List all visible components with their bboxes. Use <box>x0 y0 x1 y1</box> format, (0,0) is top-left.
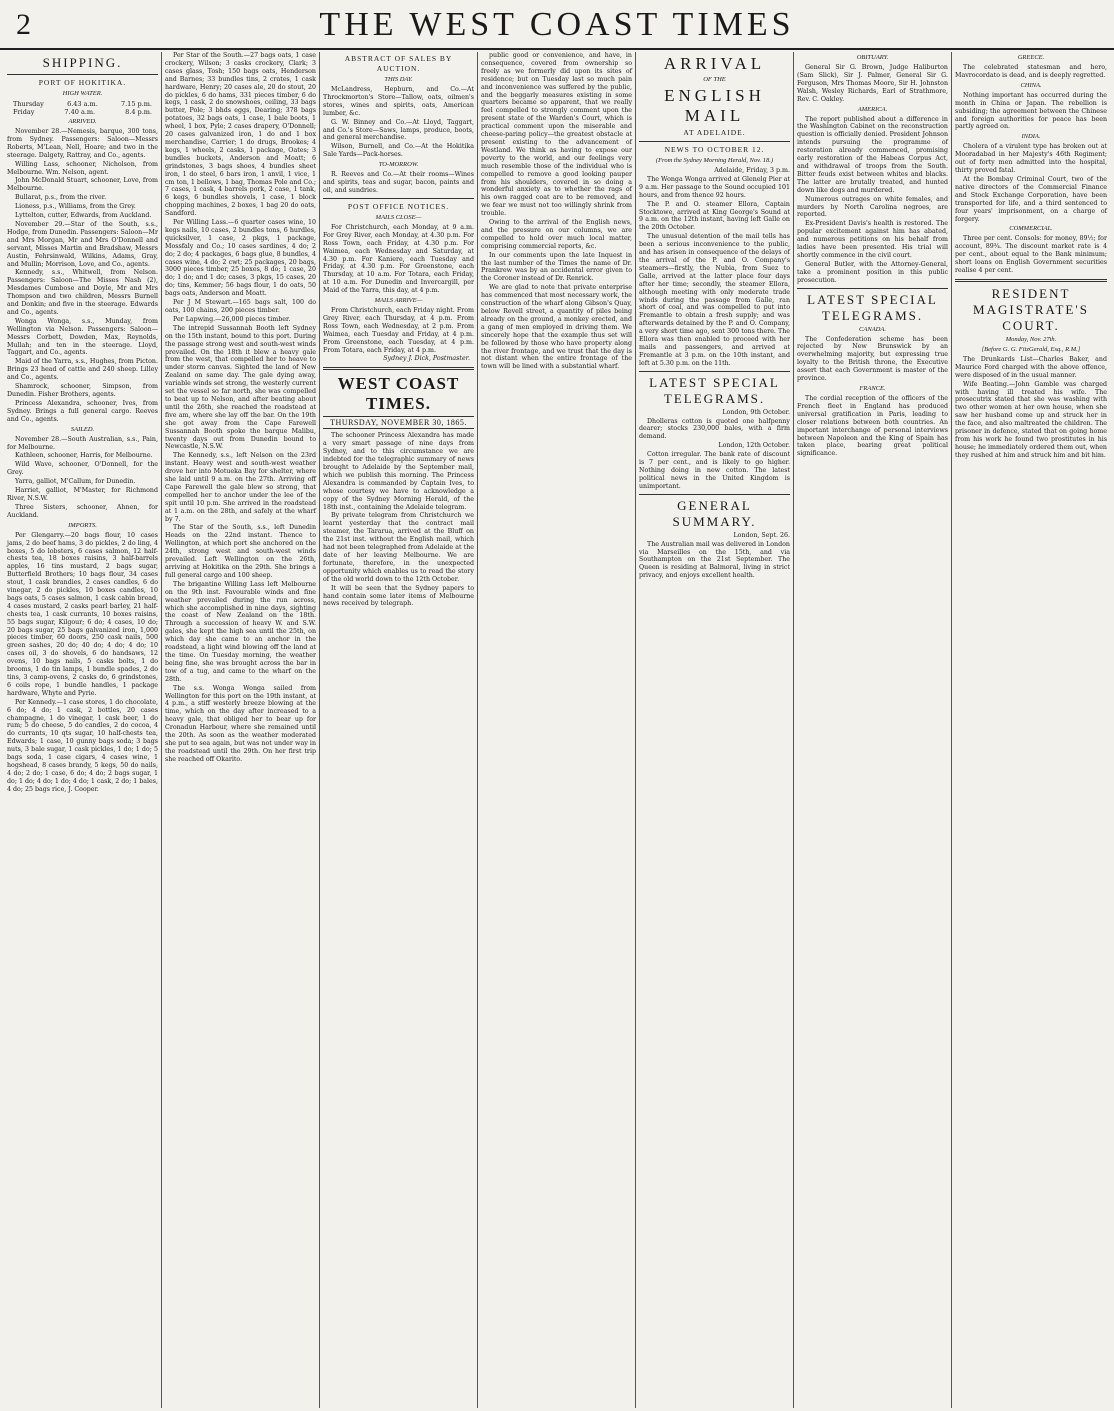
newspaper-title: THE WEST COAST TIMES <box>319 6 795 43</box>
paragraph: Three Sisters, schooner, Ahnen, for Auckland. <box>7 503 158 519</box>
page-number: 2 <box>16 8 31 41</box>
paragraph: We are glad to note that private enterprise has commenced that most necessary work, the construction of the wharf along Gibson's Quay, below Revell street, a quantity of piles being already on the ground, a monkey erected, and a gang of men employed in driving them. We sincerely hope that the example thus set will be followed by those who have property along the river frontage, and we trust that the day is not distant when the entire frontage of the town will be lined with a substantial wharf. <box>481 284 632 371</box>
dateline: Adelaide, Friday, 3 p.m. <box>714 167 790 174</box>
source-line: (From the Sydney Morning Herald, Nov. 18.) <box>655 157 774 164</box>
paragraph: It will be seen that the Sydney papers to hand contain some later items of Melbourne news received by telegraph. <box>323 584 474 608</box>
paragraph: Per Willing Lass.—6 quarter cases wine, 10 kegs nails, 10 cases, 2 bundles tons, 6 hurdles, quicksilver, 1 case, 2 pkgs, 1 package, Mossfaly and Co.; 10 cases sardines, 4 do; 2 do; 2 do; 4 packages, 6 bags glue, 8 bundles, 4 cases wine, 4 do; 2 cwt; 25 packages, 20 bags, 3000 pieces timber, 25 boxes, 8 do; 1 case, 20 do; 1 do; and 1 do; cases, 3 pkgs, 15 cases, 20 do; tins, Kemmer; 56 bags flour, 1 do oats, 50 bags oats, Anderson and Moatt. <box>165 219 316 298</box>
imports-heading: IMPORTS. <box>68 521 97 529</box>
paragraph: Willing Lass, schooner, Nicholson, from Melbourne. Wm. Nelson, agent. <box>7 160 158 176</box>
masthead <box>0 0 1114 50</box>
canada-heading: CANADA. <box>859 325 886 333</box>
paragraph: Owing to the arrival of the English news, and the pressure on our columns, we are compelled to hold over much local matter, comprising commercial reports, &c. <box>481 219 632 250</box>
paragraph: Per J M Stewart.—165 bags salt, 100 do oats, 100 chains, 200 pieces timber. <box>165 299 316 314</box>
paragraph: In our comments upon the late Inquest in the last number of the Times the name of Dr. Prankrew was by an accidental error given to the Coroner instead of Dr. Renrick. <box>481 251 632 283</box>
column-3 <box>320 52 478 1408</box>
paragraph: Dholleras cotton is quoted one halfpenny dearer; stocks 230,000 bales, with a firm demand. <box>639 417 790 441</box>
paragraph: Wild Wave, schooner, O'Donnell, for the Grey. <box>7 461 158 477</box>
paragraph: The s.s. Wonga Wonga sailed from Wellington for this port on the 19th instant, at 4 p.m., a stiff westerly breeze blowing at the time, which on the day after increased to a heavy gale, that obliged her to bear up for Cronadun Harbour, where she remained until the 20th. As soon as the weather moderated she put to sea again, but was not under way in the roadstead until the 29th. On her first trip she reached off Okarito. <box>165 684 316 763</box>
paragraph: At the Bombay Criminal Court, two of the native directors of the Commercial Finance and Stock Exchange Corporation, have been transported for life, and a third sentenced to four years' imprisonment, on a charge of forgery. <box>955 175 1107 223</box>
paragraph: McLandress, Hepburn, and Co.—At Throckmorton's Store—Tallow, oats, oilmen's stores, wines and spirits, oats, American lumber, &c. <box>323 86 474 117</box>
paragraph: R. Reeves and Co.—At their rooms—Wines and spirits, teas and sugar, bacon, paints and oil, and sundries. <box>323 171 474 194</box>
mails-close-label: MAILS CLOSE— <box>375 213 422 221</box>
paragraph: Harriet, galliot, M'Master, for Richmond River, N.S.W. <box>7 487 158 502</box>
sailed-heading: SAILED. <box>70 425 95 433</box>
paragraph: The Australian mail was delivered in London via Marseilles on the 15th, and via Southampton on the 21st September. The Queen is residing at Balmoral, living in strict privacy, and enjoys excellent health. <box>639 540 790 580</box>
issue-date: THURSDAY, NOVEMBER 30, 1865. <box>323 416 474 429</box>
paragraph: November 28.—Nemesis, barque, 300 tons, from Sydney. Passengers: Saloon—Messrs Roberts, M'Lean, Nell, Hoare; and two in the steerage. Dalgety, Rattray, and Co., agents. <box>7 128 158 159</box>
english-mail-heading: ENGLISH MAIL <box>664 86 765 125</box>
court-before: [Before G. G. FitzGerald, Esq., R.M.] <box>981 345 1081 353</box>
shipping-heading: SHIPPING. <box>42 55 123 70</box>
column-5 <box>636 52 794 1408</box>
paragraph: November 29.—Star of the South, s.s., Hodge, from Dunedin. Passengers: Saloon—Mr and Mrs Morgan, Mr and Mrs O'Donnell and servant, Misses Martin and Bradshaw, Messrs Austin, Fehrsinwald, Wilkins, Adams, Gray, and Mullin; Morrison, Love, and Co., agents. <box>7 220 158 268</box>
paragraph: General Butler, with the Attorney-General, take a prominent position in this public prosecution. <box>797 260 948 284</box>
paragraph: Wonga Wonga, s.s., Munday, from Wellington via Nelson. Passengers: Saloon—Messrs Corbett, Dowden, Max, Reynolds, Mullah; and ten in the steerage. Lloyd, Taggart, and Co., agents. <box>7 317 158 357</box>
column-1 <box>4 52 162 1408</box>
china-heading: CHINA. <box>1020 81 1042 89</box>
paragraph: Per Lapwing.—26,000 pieces timber. <box>173 315 291 323</box>
general-summary-heading: GENERAL SUMMARY. <box>672 497 757 529</box>
paragraph: Wife Beating.—John Gamble was charged with having ill treated his wife. The prosecutrix stated that she was washing with two other women at her own house, when she saw her husband come up and struck her in the face, and also maltreated the children. The prisoner in defence, stated that on going home from his work he found two prostitutes in his house; he immediately ordered them out, when they rushed at him and struck him and bit him. <box>955 380 1107 459</box>
divider <box>7 74 158 75</box>
divider <box>797 288 948 289</box>
this-day-label: THIS DAY. <box>384 76 413 83</box>
paragraph: Shamrock, schooner, Simpson, from Dunedin. Fisher Brothers, agents. <box>7 383 158 398</box>
paragraph: The unusual detention of the mail tells has been a serious inconvenience to the public, and has arisen in consequence of the delays of the arrival of the P. and O. Company's steamers—firstly, the Nubia, from Suez to Galle, arrived at the latter place four days after her time; secondly, the steamer Ellora, although meeting with only moderate trade winds during the passage from Galle, ran short of coal, and was compelled to put into Fremantle to obtain a fresh supply; and was afterwards detained by the P. and O. Company, a very short time ago, sent 300 tons there. The Ellora was then enabled to proceed with her mails and passengers, and arrived at Fremantle at 3 p.m. on the 10th instant, and left at 5.30 p.m. on the 11th. <box>639 233 790 367</box>
paragraph: Numerous outrages on white females, and murders by North Carolina negroes, are reported. <box>797 195 948 219</box>
paragraph: The celebrated statesman and hero, Mavrocordato is dead, and is deeply regretted. <box>955 64 1107 79</box>
paragraph: Cholera of a virulent type has broken out at Mooradabad in her Majesty's 46th Regiment; out of forty men admitted into the hospital, thirty proved fatal. <box>955 143 1107 175</box>
paragraph: The intrepid Sussannah Booth left Sydney on the 15th instant, bound to this port. During the passage strong west and south-west winds prevailed. On the 18th it blew a heavy gale from the west, that compelled her to heave to under storm canvas. Sighted the land of New Zealand on same day. The gale dying away, variable winds set strong, the westerly current set the vessel so far north, she was compelled to beat up to Nelson, and after beating about until the 26th, she reached the roadstead at five am, where she lay off the bar. On the 19th she got away from the Cape Farewell Sussannah Booth spoke the barque Malibu, twenty days out from Dunedin bound to Newcastle, N.S.W. <box>165 324 316 451</box>
tide-row: Thursday 6.43 a.m. 7.15 p.m. <box>13 100 152 108</box>
tide-table <box>7 100 158 116</box>
paragraph: Lioness, p.s., Williams, from the Grey. <box>15 203 136 211</box>
high-water-label: HIGH WATER. <box>62 90 103 97</box>
port-heading: PORT OF HOKITIKA. <box>38 78 127 87</box>
latest-telegrams-heading: LATEST SPECIAL TELEGRAMS. <box>807 291 938 323</box>
paragraph: Cotton irregular. The bank rate of discount is 7 per cent., and is likely to go higher. Nothing doing in new cotton. The latest political news in the United Kingdom is unimportant. <box>639 451 790 490</box>
column-4 <box>478 52 636 1408</box>
america-heading: AMERICA. <box>857 105 888 113</box>
tomorrow-label: TO-MORROW. <box>378 161 419 169</box>
paragraph: G. W. Binney and Co.—At Lloyd, Taggart, and Co.'s Store—Saws, lamps, produce, boots, and general merchandise. <box>323 118 474 142</box>
divider <box>639 494 790 495</box>
paragraph: Kathleen, schooner, Harris, for Melbourne. <box>15 452 153 460</box>
paragraph: The Kennedy, s.s., left Nelson on the 23rd instant. Heavy west and south-west weather drove her into Motueka Bay for shelter, where she laid until 9 a.m. on the 27th. Arriving off Cape Farewell the gale blew so strong, that compelled her to anchor under the lee of the spit until 10 p.m. She arrived in the roadstead at 1 a.m. on the 28th, and safely at the wharf by 7. <box>165 452 316 523</box>
divider <box>955 279 1107 282</box>
paragraph: For Christchurch, each Monday, at 9 a.m. For Grey River, each Monday, at 4.30 p.m. For Ross Town, each Friday, at 4.30 p.m. For Waimea, each Wednesday and Saturday, at 4.30 p.m. For Kaniere, each Tuesday and Friday, at 4.30 p.m. For Greenstone, each Thursday, at 10 a.m. For Totara, each Friday, at 10 a.m. For Dunedin and Invercargill, per Maid of the Yarra, this day, at 4 p.m. <box>323 223 474 295</box>
paragraph: By private telegram from Christchurch we learnt yesterday that the contract mail steamer, the Tararua, arrived at the Bluff on the 21st inst. without the English mail, which had not been telegraphed from Adelaide at the date of her leaving Melbourne. We are fortunate, therefore, in the unexpected opportunity which enables us to read the story of the old world down to the 12th October. <box>323 512 474 583</box>
editorial-masthead: WEST COAST TIMES. <box>337 374 460 414</box>
auction-heading: ABSTRACT OF SALES BY AUCTION. <box>344 54 453 73</box>
india-heading: INDIA. <box>1021 133 1041 141</box>
paragraph: The Drunkards List—Charles Baker, and Maurice Ford charged with the above offence, were disposed of in the usual manner. <box>955 355 1107 379</box>
paragraph: Per Glengarry.—20 bags flour, 10 cases jams, 2 do beef hams, 3 do pickles, 2 do ling, 4 boxes, 5 do lobsters, 6 cases salmon, 12 half-chests tea, 18 boxes raisins, 3 half-barrels apples, 16 tins mustard, 2 bags sugar, Butterfield Brothers; 10 bags flour, 34 cases stout, 1 cask brandies, 2 cases candles, 6 do vinegar, 2 do pickles, 10 boxes candles, 10 bags oats, 5 cases salmon, 1 cask cabin bread, 4 cases mustard, 2 casks pearl barley, 21 half-chests tea, 1 cask currants, 10 boxes raisins, 55 bags sugar, Kilgour; 6 do; 4 cases, 10 do; 20 bags sugar, 25 bags galvanized iron, 1,000 pieces timber, 60 doors, 250 cask nails, 500 green sashes, 20 do; 40 do; 4 do; 4 do; 10 cases oil, 3 do shovels, 6 do handsaws, 12 ovens, 10 bags nails, 5 casks bolts, 1 do brooms, 1 do tin lamps, 1 bundle spades, 2 do tins, 3 camp-ovens, 2 casks do, 6 grindstones, 6 coils rope, 1 bundle handles, 1 package hardware, Whyte and Pyrie. <box>7 531 158 697</box>
paragraph: Per Kennedy.—1 case stores, 1 do chocolate, 6 do; 4 do; 1 cask, 2 bottles, 20 cases champagne, 1 do vinegar, 1 cask beer, 1 do rum; 5 do cheese, 5 do candles, 2 do cocoa, 4 do currants, 10 qts sugar, 10 half-chests tea, Edwards; 1 case, 10 gunny bags soda; 3 bags nuts, 3 bale sugar, 1 cask pickles, 1 do; 1 do; 5 bags soda, 1 case cigars, 4 cases wine, 1 hogshead, 8 cases brandy, 5 kegs, 50 do nails, 4 do; 2 do; 1 case, 6 do; 4 do; 2 bags sugar, 1 do; 1 do; 4 do; 1 do; 4 do; 1 cask, 2 do; 1 bales, 4 do; 25 bags rice, J. Cooper. <box>7 698 158 793</box>
paragraph: John McDonald Stuart, schooner, Love, from Melbourne. <box>7 177 158 193</box>
tide-row: Friday 7.40 a.m. 8.4 p.m. <box>13 108 152 116</box>
arrived-heading: ARRIVED. <box>68 118 97 125</box>
divider <box>323 198 474 199</box>
divider <box>639 141 790 142</box>
postmaster-signature: Sydney J. Dick, Postmaster. <box>383 355 470 363</box>
paragraph: Ex-President Davis's health is restored. The popular excitement against him has abated, and numerous petitions on his behalf from ladies have been presented. His trial will shortly commence in the civil court. <box>797 220 948 259</box>
paragraph: The cordial reception of the officers of the French fleet in England has produced universal gratification in Paris, leading to closer relations between both countries. An important interchange of personal interviews between Napoleon and the King of Spain has taken place, bearing great political significance. <box>797 395 948 458</box>
mails-arrive-label: MAILS ARRIVE— <box>374 297 423 305</box>
paragraph: Wilson, Burnell, and Co.—At the Hokitika Sale Yards—Pack-horses. <box>323 143 474 159</box>
paragraph: The Star of the South, s.s., left Dunedin Heads on the 22nd instant. Thence to Wellington, at which port she anchored on the 24th, strong west and south-west winds prevailed. Left Wellington on the 26th, arriving at Hokitika on the 29th. She brings a full general cargo and 100 sheep. <box>165 524 316 579</box>
court-date: Monday, Nov. 27th. <box>1005 335 1057 343</box>
dateline: London, 12th October. <box>718 442 790 450</box>
divider <box>639 371 790 372</box>
latest-telegrams-heading: LATEST SPECIAL TELEGRAMS. <box>649 374 780 406</box>
obituary-heading: OBITUARY. <box>856 54 889 61</box>
paragraph: Maid of the Yarra, s.s., Hughes, from Picton. Brings 23 head of cattle and 240 sheep. Lilley and Co., agents. <box>7 358 158 382</box>
dateline: London, Sept. 26. <box>733 531 790 539</box>
france-heading: FRANCE. <box>859 385 886 392</box>
paragraph: The schooner Princess Alexandra has made a very smart passage of nine days from Sydney, and to this circumstance we are indebted for the telegraphic summary of news brought to Adelaide by the September mail, which we publish this morning. The Princess Alexandra is commanded by Captain Ives, to whose courtesy we have to acknowledge a copy of the Sydney Morning Herald, of the 18th inst., containing the Adelaide telegram. <box>323 432 474 511</box>
paragraph: The brigantine Willing Lass left Melbourne on the 9th inst. Favourable winds and fine weather prevailed during the run across, which she accomplished in nine days, sighting the coast of New Zealand on the 18th. Through a succession of heavy W. and S.W. gales, she kept the high sea until the 25th, on which day she came to an anchor in the roadstead, a light wind blowing off the land at the time. On Tuesday morning, the weather being fine, she was brought across the bar in tow of a tug, and came to the wharf on the 28th. <box>165 580 316 683</box>
commercial-heading: COMMERCIAL. <box>1009 225 1053 233</box>
paragraph: Princess Alexandra, schooner, Ives, from Sydney. Brings a full general cargo. Reeves and Co., agents. <box>7 399 158 423</box>
paragraph: The Wonga Wonga arrived at Glenelg Pier at 9 a.m. Her passage to the Sound occupied 101 hours, and from thence 92 hours. <box>639 175 790 199</box>
column-2 <box>162 52 320 1408</box>
dateline: London, 9th October. <box>722 408 790 416</box>
paragraph: Kennedy, s.s., Whitwell, from Nelson. Passengers: Saloon—The Misses Nash (2), Mesdames Cumbose and Doyle, Mr and Mrs Thompson and two children, Messrs Burnell and Donkin; and five in the steerage. Edwards and Co., agents. <box>7 269 158 316</box>
column-6 <box>794 52 952 1408</box>
paragraph: Nothing important has occurred during the month in China or Japan. The rebellion is subsiding; the agreement between the Chinese and foreign authorities for peace has been partly agreed on. <box>955 91 1107 131</box>
paragraph: General Sir G. Brown, Judge Haliburton (Sam Slick), Sir J. Palmer, General Sir G. Ferguson, Mrs Thomas Moore, Sir H. Johnston Walsh, Wesley Richards, Earl of Strathmore, Rev. C. Oakley. <box>797 64 948 103</box>
post-office-heading: POST OFFICE NOTICES. <box>347 201 450 211</box>
paragraph: Yarra, galliot, M'Callum, for Dunedin. <box>15 478 136 486</box>
paragraph: Bullarat, p.s., from the river. <box>15 194 107 202</box>
at-adelaide-label: AT ADELAIDE. <box>683 128 746 137</box>
paragraph: Per Star of the South.—27 bags oats, 1 case crockery, Wilson; 3 casks crockery, Clark; 3 cases glass, Tosh; 150 bags oats, Henderson and Barnes; 33 bundles tins, 2 crates, 1 cask hardware, Henry; 20 cases ale, 20 do stout, 20 do pickles, 6 do hams, 331 pieces timber, 6 do kegs, 1 cask, 2 do snowshoes, ceiling, 33 bags butter, Pole; 3 bhds eggs, Dearing; 378 bags potatoes, 32 bags oats, 1 case, 1 bale boots, 1 wheel, 1 box, Pyle; 2 cases drapery, O'Donnell; 20 cases galvanized iron, 1 do and 1 box merchandise, Carrier; 1 do drugs, Brookes; 4 kegs, 1 wheels, 2 casks, 1 package, Oates; 3 bundles buckets, Anderson and Moatt; 6 grindstones, 3 bags shoes, 4 bundles sheet iron, 1 do steel, 6 bars iron, 1 anvil, 1 vice, 1 cm ton, 1 bellows, 1 bag, Thomas Pole and Co.; 7 cases, 1 cask, 4 barrels pork, 2 case, 1 tank, 6 kegs, 6 bundles shovels, 1 case, 1 block chopping machines, 2 boxes, 1 bag 20 do oats, Sandford. <box>165 52 316 218</box>
paragraph: November 28.—South Australian, s.s., Pain, for Melbourne. <box>7 435 158 451</box>
arrival-heading: ARRIVAL <box>663 54 766 73</box>
paragraph: Three per cent. Consols: for money, 89½; for account, 89¾. The discount market rate is 4 per cent., about equal to the Bank minimum; short loans on English Government securities realise 4 per cent. <box>955 235 1107 275</box>
paragraph: Lyttelton, cutter, Edwards, from Auckland. <box>15 212 152 220</box>
court-heading: RESIDENT MAGISTRATE'S COURT. <box>973 285 1089 333</box>
paragraph: The Confederation scheme has been rejected by New Brunswick by an overwhelming majority, but expressing true loyalty to the British throne, the Executive assert that each Government is master of the province. <box>797 335 948 383</box>
paragraph: From Christchurch, each Friday night. From Grey River, each Thursday, at 4 p.m. From Ross Town, each Wednesday, at 2 p.m. From Waimea, each Tuesday and Friday, at 4 p.m. From Greenstone, each Tuesday, at 4 p.m. From Totara, each Friday, at 4 p.m. <box>323 307 474 354</box>
columns <box>4 52 1110 1408</box>
divider <box>323 367 474 370</box>
news-to-heading: NEWS TO OCTOBER 12. <box>664 145 765 154</box>
paragraph: The report published about a difference in the Washington Cabinet on the reconstruction question is officially denied. President Johnson intends pursuing the programme of restoration already commenced, promising early restoration of the Habeas Corpus Act, and withdrawal of troops from the South. Bitter feuds exist between whites and blacks. The latter are brutally treated, and hunted down like dogs and murdered. <box>797 115 948 194</box>
greece-heading: GREECE. <box>1017 54 1045 61</box>
column-7 <box>952 52 1110 1408</box>
paragraph: public good or convenience, and have, in consequence, covered from ownership so freely as we formerly did upon its sites of residence; but on Tuesday last so much pain and inconvenience was suffered by the public, and the beggarly measures existing in some quarters became so apparent, that we really feel compelled to strongly comment upon the present state of the Warden's Court, which is practical comment upon the miserable and cheese-paring policy—the greatest obstacle at present existing to the advancement of Westland. We think as having to expose our poverty to the world, and our feelings very much resemble those of the individual who is compelled to remove a good looking pauper from his shoulders, covered in so doing a wonderful anxiety as to whether the rags of his own ragged coat are to be removed, and we fear we must not too willingly shrink from trouble. <box>481 52 632 218</box>
of-the-label: OF THE <box>703 76 726 83</box>
paragraph: The P. and O. steamer Ellora, Captain Stocktowe, arrived at King George's Sound at 9 a.m. on the 12th instant, having left Galle on the 20th October. <box>639 200 790 232</box>
